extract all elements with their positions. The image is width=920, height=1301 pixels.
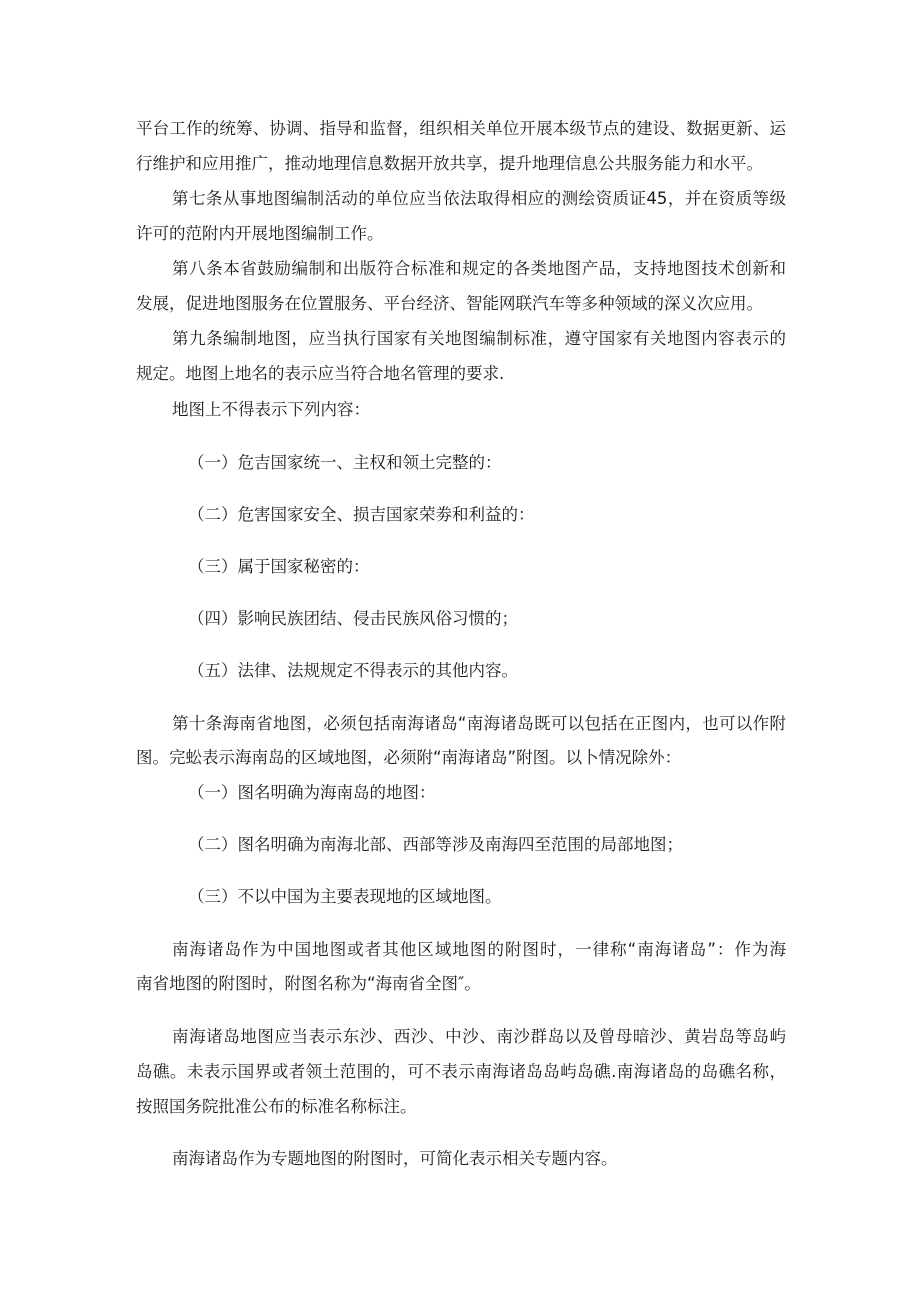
paragraph-line: 平台工作的统筹、协调、指导和监督，组织相关单位开展本级节点的建设、数据更新、运 — [136, 119, 786, 138]
list-item: （一）危吉国家统一、主权和领土完整的： — [188, 453, 502, 472]
paragraph-line: 发展，促进地图服务在位置服务、平台经济、智能网联汽车等多种领域的深义次应用。 — [136, 294, 763, 313]
paragraph-line: 图。完蚣表示海南岛的区域地图，必须附“南海诸岛”附图。以卜情况除外： — [136, 748, 682, 767]
paragraph-line: 第十条海南省地图，必须包括南海诸岛“南海诸岛既可以包括在正图内，也可以作附 — [172, 714, 786, 733]
paragraph-line: 南海诸岛作为专题地图的附图时，可简化表示相关专题内容。 — [172, 1149, 618, 1168]
list-item: （三）属于国家秘密的： — [188, 557, 370, 576]
paragraph-line: 按照国务院批准公布的标准名称标注。 — [136, 1097, 417, 1116]
paragraph-line: 第七条从事地图编制活动的单位应当依法取得相应的测绘资质证45，并在资质等级 — [172, 189, 786, 208]
paragraph-line: 南省地图的附图时，附图名称为“海南省全图″。 — [136, 974, 481, 993]
paragraph-line: 许可的范附内开展地图编制工作。 — [136, 224, 384, 243]
list-item: （四）影响民族团结、侵击民族风俗习惯的； — [188, 609, 518, 628]
paragraph-line: 规定。地图上地名的表示应当符合地名管理的要求. — [136, 364, 505, 383]
list-item: （二）危害国家安全、损吉国家荣劵和利益的： — [188, 505, 535, 524]
paragraph-line: 南海诸岛作为中国地图或者其他区域地图的附图时，一律称“南海诸岛”：作为海 — [172, 940, 786, 959]
paragraph-line: 岛礁。未表示国界或者领土范围的，可不表示南海诸岛岛屿岛礁.南海诸岛的岛礁名称， — [136, 1062, 786, 1081]
list-item: （二）图名明确为南海北部、西部等涉及南海四至范围的局部地图； — [188, 835, 683, 854]
paragraph-line: 行维护和应用推广，推动地理信息数据开放共享，提升地理信息公共服务能力和水平。 — [136, 154, 763, 173]
paragraph-line: 南海诸岛地图应当表示东沙、西沙、中沙、南沙群岛以及曾母暗沙、黄岩岛等岛屿 — [172, 1027, 786, 1046]
paragraph-line: 第九条编制地图，应当执行国家有关地图编制标准，遵守国家有关地图内容表示的 — [172, 329, 786, 348]
paragraph-line: 地图上不得表示下列内容： — [172, 400, 370, 419]
list-item: （一）图名明确为海南岛的地图： — [188, 783, 436, 802]
paragraph-line: 第八条本省鼓励编制和出版符合标准和规定的各类地图产品，支持地图技术创新和 — [172, 259, 786, 278]
list-item: （三）不以中国为主要表现地的区域地图。 — [188, 887, 502, 906]
list-item: （五）法律、法规规定不得表示的其他内容。 — [188, 661, 518, 680]
